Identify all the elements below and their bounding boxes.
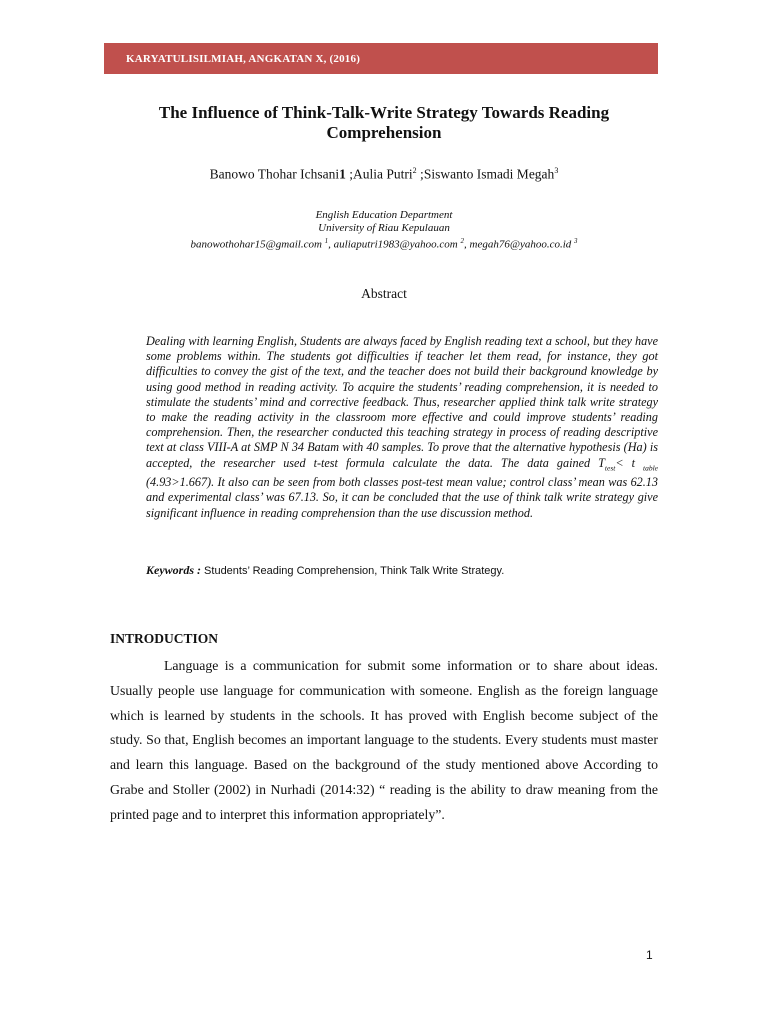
abstract-heading: Abstract: [361, 286, 407, 301]
introduction-paragraph: Language is a communication for submit some information or to share about ideas. Usually people use language for communication with someone. English as the foreign language which is learned by students in the schools. It has proved with English become subject of the study. So that, English becomes an important language to the students. Every students must master and learn this language. Based on the background of the study mentioned above According to Grabe and Stoller (2002) in Nurhadi (2014:32) “ reading is the ability to draw meaning from the printed page and to interpret this information appropriately”.: [110, 658, 658, 822]
author-separator-1: ;: [345, 166, 354, 182]
department: English Education Department: [315, 209, 453, 221]
abstract-sub-table: table: [643, 463, 658, 473]
author-1-mark: 1: [339, 166, 346, 182]
introduction-heading: INTRODUCTION: [110, 631, 219, 646]
email-3[interactable]: megah76@yahoo.co.id: [469, 238, 572, 251]
abstract-part-2: < t: [615, 455, 643, 470]
abstract-part-1: Dealing with learning English, Students are always faced by English reading text a school, but they have some problems within. The students got difficulties if teacher let them read, for instance, they got difficulties to convey the gist of the text, and the teacher does not build their background knowledge by using good method in reading activity. To acquire the students’ reading comprehension, it is needed to stimulate the students’ mind and corrective feedback. Thus, researcher applied think talk write strategy to make the reading activity in the classroom more effective and could improve students’ reading comprehension. Then, the researcher conducted this teaching strategy in process of reading descriptive text at class VIII-A at SMP N 34 Batam with 40 samples. To prove that the alternative hypothesis (Ha) is accepted, the researcher used t-test formula calculate the data. The data gained T: [146, 334, 658, 470]
abstract-sub-test: test: [604, 463, 616, 473]
author-list: [110, 166, 658, 183]
university: University of Riau Kepulauan: [318, 222, 450, 234]
affiliation-block: [110, 209, 658, 252]
paper-title: The Influence of Think-Talk-Write Strategy Towards Reading Comprehension: [158, 103, 610, 142]
email-line: banowothohar15@gmail.com $^1$, auliaputri1983@yahoo.com $^2$, megah76@yahoo.co.id $^3$: [190, 237, 578, 251]
author-1: Banowo Thohar Ichsani: [209, 166, 340, 182]
abstract-text: [146, 334, 658, 521]
journal-header-text: KARYATULISILMIAH, ANGKATAN X, (2016): [126, 52, 361, 65]
keywords-label: Keywords :: [146, 563, 201, 577]
journal-header-bar: [104, 43, 658, 74]
keywords-line: [146, 563, 658, 578]
author-2-mark: 2: [412, 166, 417, 175]
author-separator-2: ;: [416, 166, 424, 182]
email-3-mark: 3: [574, 237, 578, 245]
author-3-mark: 3: [554, 166, 559, 175]
author-2: Aulia Putri: [353, 166, 413, 182]
email-1-mark: 1: [324, 237, 329, 245]
author-3: Siswanto Ismadi Megah: [423, 166, 555, 182]
email-2-mark: 2: [460, 237, 464, 245]
email-2[interactable]: auliaputri1983@yahoo.com: [333, 238, 458, 251]
email-1[interactable]: banowothohar15@gmail.com: [190, 238, 322, 251]
page-number: 1: [646, 948, 653, 962]
abstract-part-3: (4.93>1.667). It also can be seen from both classes post-test mean value; control class’ mean was 62.13 and experimental class’ was 67.13. So, it can be concluded that the use of think talk write strategy give significant influence in reading comprehension than the use discussion method.: [146, 475, 658, 520]
keywords-text: Students’ Reading Comprehension, Think Talk Write Strategy.: [201, 565, 505, 577]
